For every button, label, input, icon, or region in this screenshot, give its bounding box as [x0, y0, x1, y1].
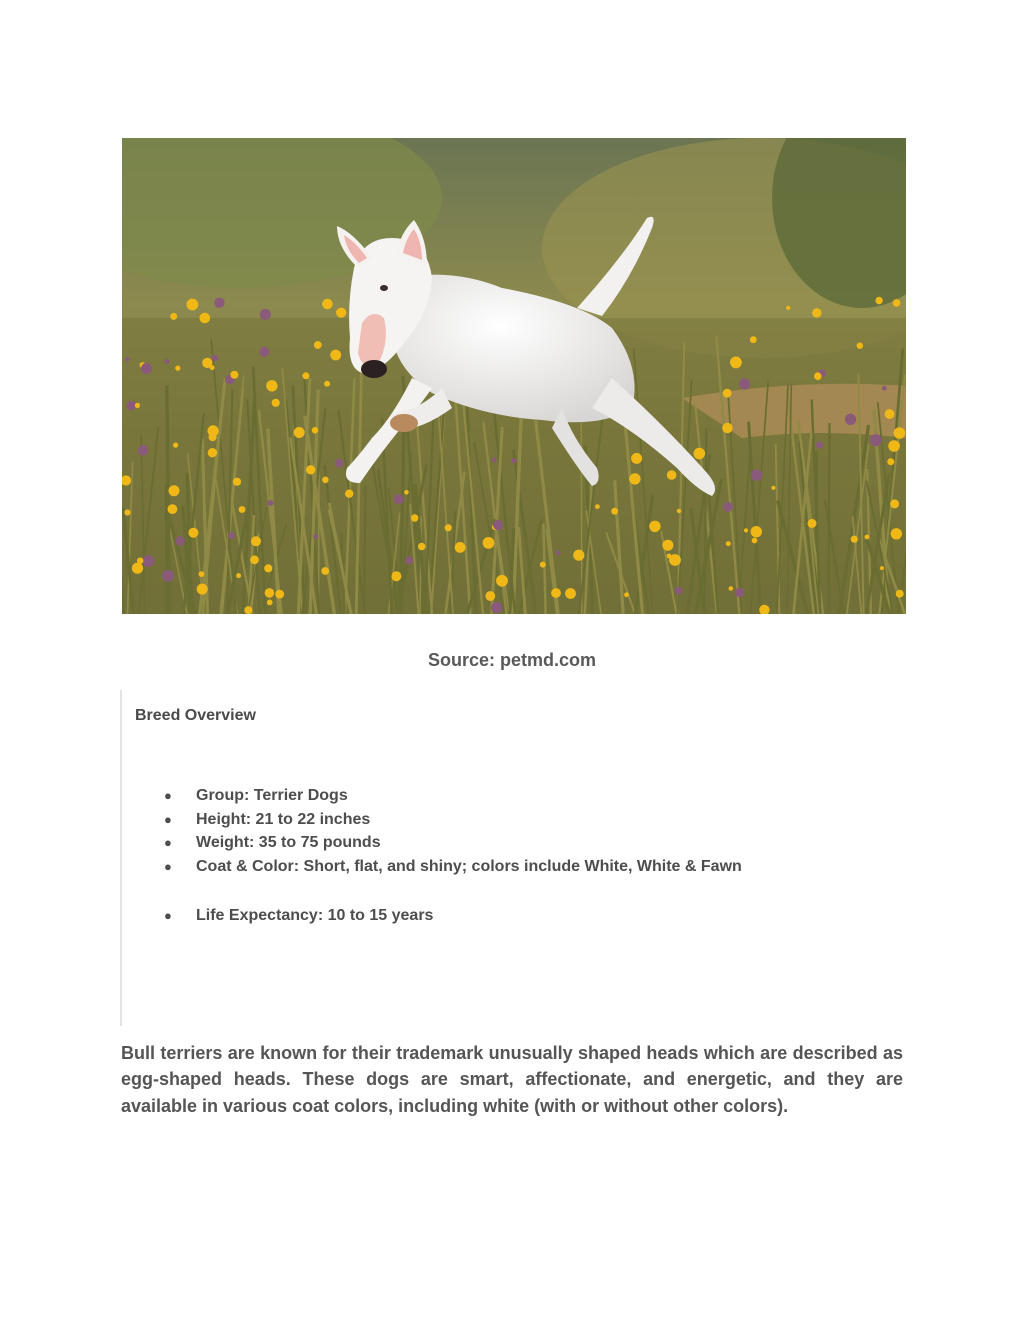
flower [313, 534, 318, 539]
flower [199, 571, 205, 577]
bullet-icon: ● [164, 835, 172, 851]
bullet-icon: ● [164, 859, 172, 875]
flower [750, 336, 757, 343]
flower [124, 509, 130, 515]
flower [857, 343, 863, 349]
flower [324, 381, 330, 387]
flower [885, 409, 895, 419]
flower [302, 372, 309, 379]
flower [751, 526, 762, 537]
flower [260, 309, 271, 320]
flower [573, 550, 584, 561]
flower [445, 524, 452, 531]
list-item [164, 784, 742, 808]
flower [662, 540, 673, 551]
flower [812, 308, 821, 317]
flower [723, 389, 732, 398]
flower [143, 555, 155, 567]
flower [891, 528, 902, 539]
bullet-icon: ● [164, 907, 172, 923]
flower [723, 502, 733, 512]
flower [455, 542, 466, 553]
flower [882, 386, 887, 391]
flower [164, 359, 169, 364]
flower [162, 570, 174, 582]
flower [870, 434, 882, 446]
dog-paw [390, 414, 418, 432]
flower [132, 563, 143, 574]
flower [816, 442, 823, 449]
fact-weight: Weight: 35 to 75 pounds [196, 834, 381, 852]
bullet-icon: ● [164, 811, 172, 827]
flower [752, 538, 758, 544]
flower [233, 478, 241, 486]
flower [173, 443, 178, 448]
flower [551, 588, 561, 598]
flower [335, 459, 344, 468]
flower [865, 535, 870, 540]
breed-overview-box [120, 690, 906, 1026]
flower [236, 573, 241, 578]
flower [624, 592, 629, 597]
fact-group: Group: Terrier Dogs [196, 787, 348, 804]
flower [330, 350, 341, 361]
flower [251, 536, 261, 546]
flower [259, 347, 269, 357]
flower [851, 536, 858, 543]
flower [771, 486, 775, 490]
flower [729, 586, 734, 591]
dog-nose [361, 360, 387, 378]
flower [491, 602, 502, 613]
flower [210, 365, 215, 370]
flower [394, 494, 404, 504]
list-item [164, 855, 742, 879]
flower [675, 587, 683, 595]
fact-life-expectancy: Life Expectancy: 10 to 15 years [196, 906, 434, 924]
flower [137, 558, 143, 564]
list-item [164, 904, 742, 928]
flower [411, 514, 418, 521]
flower [228, 532, 235, 539]
flower [391, 571, 401, 581]
breed-overview-title: Breed Overview [135, 707, 256, 724]
flower [169, 485, 180, 496]
flower [722, 423, 732, 433]
flower [875, 297, 882, 304]
bull-terrier-photo [122, 138, 906, 614]
flower [250, 555, 259, 564]
flower [264, 564, 272, 572]
flower [880, 566, 884, 570]
flower [735, 588, 744, 597]
flower [176, 536, 185, 545]
flower [631, 453, 642, 464]
flower [404, 490, 409, 495]
flower [814, 372, 822, 380]
flower [730, 357, 742, 369]
flower [405, 556, 413, 564]
breed-description-paragraph: Bull terriers are known for their trademark unusually shaped heads which are described as egg-shaped heads. These dogs are smart, affectionate, and energetic, and they are available in various coat colors, including white (with or without other colors). [121, 1043, 903, 1116]
list-item [164, 808, 742, 832]
flower [212, 355, 219, 362]
flower [126, 401, 136, 411]
fact-coat-color: Coat & Color: Short, flat, and shiny; colors include White, White & Fawn [196, 858, 742, 876]
flower [493, 520, 503, 530]
flower [135, 403, 140, 408]
flower [187, 299, 199, 311]
bullet-icon: ● [164, 788, 172, 803]
flower [244, 606, 252, 614]
flower [893, 299, 901, 307]
bull-terrier-image [122, 138, 906, 614]
flower [175, 366, 180, 371]
flower [188, 528, 198, 538]
flower [272, 399, 280, 407]
flower [492, 457, 497, 462]
flower [483, 537, 495, 549]
flower [540, 562, 546, 568]
flower [208, 448, 217, 457]
flower [890, 499, 899, 508]
flower [294, 427, 305, 438]
flower [744, 528, 748, 532]
breed-facts-list [164, 784, 742, 928]
dog-eye [380, 285, 388, 291]
flower [677, 509, 681, 513]
flower [595, 504, 600, 509]
flower [200, 313, 211, 324]
flower [786, 306, 790, 310]
flower [314, 341, 322, 349]
flower [267, 600, 273, 606]
flower [209, 433, 217, 441]
flower [418, 543, 426, 551]
flower [275, 590, 284, 599]
flower [170, 313, 177, 320]
flower [322, 477, 329, 484]
flower [168, 504, 178, 514]
flower [138, 445, 149, 456]
grass-blade [581, 402, 582, 614]
flower [694, 448, 706, 460]
list-item [164, 831, 742, 855]
flower [739, 378, 750, 389]
flower [266, 380, 277, 391]
flower [230, 371, 238, 379]
flower [268, 500, 274, 506]
flower [894, 427, 906, 439]
flower [726, 541, 731, 546]
flower [888, 440, 900, 452]
flower [312, 427, 318, 433]
flower [336, 308, 346, 318]
flower [214, 298, 224, 308]
flower [667, 470, 677, 480]
flower [125, 357, 129, 361]
flower [239, 506, 246, 513]
fact-height: Height: 21 to 22 inches [196, 810, 371, 828]
flower [845, 414, 856, 425]
flower [265, 588, 275, 598]
flower [556, 550, 561, 555]
flower [321, 567, 329, 575]
flower [667, 554, 672, 559]
grass-blade [364, 485, 365, 614]
flower [565, 588, 576, 599]
flower [511, 458, 516, 463]
flower [887, 458, 894, 465]
flower [896, 590, 904, 598]
flower [808, 519, 817, 528]
flower [649, 521, 660, 532]
flower [751, 469, 763, 481]
flower [629, 473, 640, 484]
flower [485, 591, 495, 601]
flower [141, 363, 152, 374]
flower [496, 575, 508, 587]
image-source-caption: Source: petmd.com [427, 650, 597, 670]
flower [322, 299, 333, 310]
flower [197, 584, 208, 595]
flower [345, 490, 353, 498]
flower [611, 508, 618, 515]
flower [306, 465, 315, 474]
